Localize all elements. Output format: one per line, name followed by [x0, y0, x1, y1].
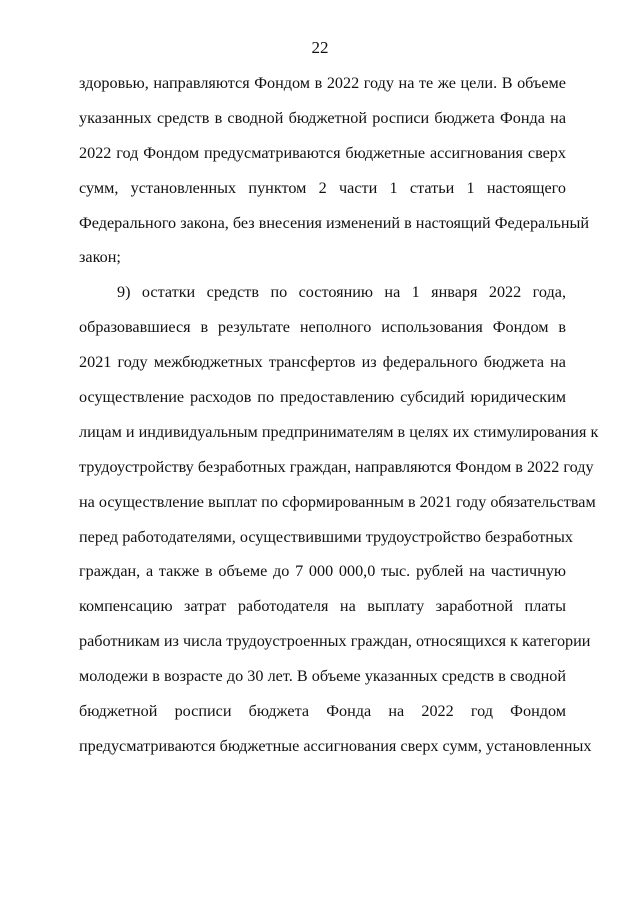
text-line: перед работодателями, осуществившими трудоустройство безработных	[79, 527, 573, 546]
text-line: осуществление расходов по предоставлению субсидий юридическим	[79, 388, 566, 407]
text-line: образовавшиеся в результате неполного использования Фондом в	[79, 318, 566, 337]
document-body	[79, 66, 599, 764]
text-line: на осуществление выплат по сформированным в 2021 году обязательствам	[79, 492, 596, 511]
text-line: 2021 году межбюджетных трансфертов из федерального бюджета на	[79, 353, 566, 372]
text-line: лицам и индивидуальным предпринимателям в целях их стимулирования к	[79, 422, 599, 441]
text-line: молодежи в возрасте до 30 лет. В объеме указанных средств в сводной	[79, 667, 566, 686]
text-line: трудоустройству безработных граждан, направляются Фондом в 2022 году	[79, 457, 594, 476]
text-line: 2022 год Фондом предусматриваются бюджетные ассигнования сверх	[79, 143, 566, 162]
text-line: работникам из числа трудоустроенных граждан, относящихся к категории	[79, 632, 591, 651]
text-line: здоровью, направляются Фондом в 2022 году на те же цели. В объеме	[79, 74, 566, 92]
text-line: сумм, установленных пунктом 2 части 1 статьи 1 настоящего	[79, 178, 566, 197]
text-line: компенсацию затрат работодателя на выплату заработной платы	[79, 597, 566, 616]
text-line: предусматриваются бюджетные ассигнования сверх сумм, установленных	[79, 736, 592, 755]
text-line: бюджетной росписи бюджета Фонда на 2022 год Фондом	[79, 702, 566, 721]
text-line: указанных средств в сводной бюджетной росписи бюджета Фонда на	[79, 108, 566, 127]
text-line: Федерального закона, без внесения изменений в настоящий Федеральный	[79, 213, 590, 232]
text-line: граждан, а также в объеме до 7 000 000,0 тыс. рублей на частичную	[79, 562, 566, 581]
text-line: закон;	[79, 248, 121, 267]
paragraph-start-line: 9) остатки средств по состоянию на 1 января 2022 года,	[117, 283, 566, 302]
page-number: 22	[311, 38, 329, 57]
